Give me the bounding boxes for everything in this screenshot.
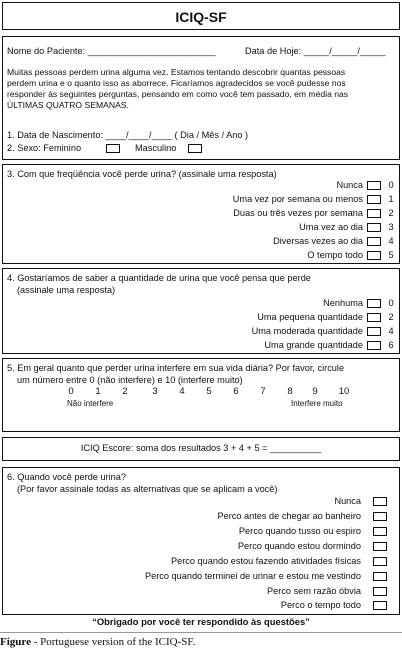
intro-text: Muitas pessoas perdem urina alguma vez. Estamos tentando descobrir quantas pessoas (7, 67, 346, 77)
q6-section (2, 467, 400, 615)
q3-option-label: Nunca (336, 180, 363, 190)
sex-male-label: Masculino (135, 143, 177, 153)
q4-option-checkbox[interactable] (367, 313, 381, 322)
q3-option-label: Duas ou três vezes por semana (233, 208, 363, 218)
score-formula[interactable]: ICIQ Escore: soma dos resultados 3 + 4 + 5 = __________ (80, 443, 322, 453)
q5-scale-number[interactable]: 6 (233, 386, 239, 397)
q5-question: um número entre 0 (não interfere) e 10 (interfere muito) (17, 375, 243, 385)
q4-option-score: 0 (388, 298, 394, 308)
q5-scale-number[interactable]: 4 (179, 386, 185, 397)
q5-scale-number[interactable]: 0 (68, 386, 74, 397)
form-title: ICIQ-SF (2, 2, 400, 30)
q3-option-score: 5 (388, 250, 394, 260)
q5-scale-number[interactable]: 2 (122, 386, 128, 397)
q4-question: (assinale uma resposta) (17, 285, 116, 295)
q3-question: 3. Com que freqüência você perde urina? (assinale uma resposta) (7, 169, 277, 179)
caption-divider (0, 632, 402, 633)
header-section (2, 36, 400, 160)
q4-option-checkbox[interactable] (367, 327, 381, 336)
q3-option-score: 2 (388, 208, 394, 218)
q6-option-checkbox[interactable] (373, 497, 387, 506)
caption-text: - Portuguese version of the ICIQ-SF. (30, 636, 196, 648)
q6-option-label: Perco quando tusso ou espiro (238, 526, 361, 536)
q6-option-checkbox[interactable] (373, 557, 387, 566)
q3-option-checkbox[interactable] (367, 237, 381, 246)
q6-question: 6. Quando você perde urina? (7, 472, 127, 482)
q6-option-label: Perco quando terminei de urinar e estou me vestindo (144, 571, 361, 581)
q3-option-checkbox[interactable] (367, 181, 381, 190)
q3-option-score: 0 (388, 180, 394, 190)
q5-scale-number[interactable]: 5 (206, 386, 212, 397)
q5-scale-number[interactable]: 8 (287, 386, 293, 397)
q6-option-checkbox[interactable] (373, 572, 387, 581)
q5-low-label: Não interfere (67, 399, 114, 408)
q3-option-checkbox[interactable] (367, 209, 381, 218)
q3-option-checkbox[interactable] (367, 223, 381, 232)
score-section (2, 437, 400, 461)
q6-option-label: Perco antes de chegar ao banheiro (217, 511, 361, 521)
q4-option-label: Uma moderada quantidade (251, 326, 363, 336)
q5-high-label: Interfere muito (291, 399, 343, 408)
q6-option-label: Perco quando estou fazendo atividades físicas (171, 556, 361, 566)
q3-option-checkbox[interactable] (367, 251, 381, 260)
q3-option-label: Uma vez por semana ou menos (232, 194, 363, 204)
todays-date-field[interactable]: Data de Hoje: _____/_____/_____ (245, 46, 386, 56)
q6-option-checkbox[interactable] (373, 601, 387, 610)
q3-option-checkbox[interactable] (367, 195, 381, 204)
q6-option-label: Perco o tempo todo (280, 600, 361, 610)
sex-female-checkbox[interactable] (106, 144, 120, 153)
q5-scale-number[interactable]: 9 (312, 386, 318, 397)
q6-option-checkbox[interactable] (373, 527, 387, 536)
q4-option-label: Nenhuma (323, 298, 363, 308)
thank-you-note: “Obrigado por você ter respondido às questões” (92, 616, 310, 627)
q5-scale-number[interactable]: 1 (95, 386, 101, 397)
intro-text: perdem urina e o quanto isso as aborrece. Ficaríamos agradecidos se você pudesse nos (7, 78, 346, 88)
q4-option-checkbox[interactable] (367, 299, 381, 308)
q3-option-score: 3 (388, 222, 394, 232)
q5-section (2, 358, 400, 432)
sex-male-checkbox[interactable] (188, 144, 202, 153)
q5-scale-number[interactable]: 7 (260, 386, 266, 397)
sex-label: 2. Sexo: Feminino (7, 143, 82, 153)
q3-option-label: Diversas vezes ao dia (273, 236, 363, 246)
q6-question: (Por favor assinale todas as alternativas que se aplicam a você) (17, 484, 278, 494)
q4-option-checkbox[interactable] (367, 341, 381, 350)
patient-name-field[interactable]: Nome do Paciente: _________________________ (7, 46, 216, 56)
q4-option-score: 2 (388, 312, 394, 322)
q4-option-score: 4 (388, 326, 394, 336)
q6-option-checkbox[interactable] (373, 542, 387, 551)
q3-option-label: O tempo todo (307, 250, 363, 260)
intro-text: ÚLTIMAS QUATRO SEMANAS. (7, 100, 129, 110)
q5-question: 5. Em geral quanto que perder urina interfere em sua vida diária? Por favor, circule (7, 363, 345, 373)
q6-option-checkbox[interactable] (373, 512, 387, 521)
q6-option-label: Nunca (334, 496, 361, 506)
q5-scale-number[interactable]: 10 (338, 386, 350, 397)
q4-question: 4. Gostaríamos de saber a quantidade de urina que você pensa que perde (7, 273, 311, 283)
q6-option-checkbox[interactable] (373, 587, 387, 596)
q4-option-score: 6 (388, 340, 394, 350)
q3-option-score: 1 (388, 194, 394, 204)
figure-caption (0, 636, 195, 648)
q4-option-label: Uma grande quantidade (264, 340, 363, 350)
q3-option-label: Uma vez ao dia (299, 222, 363, 232)
birth-date-field[interactable]: 1. Data de Nascimento: ____/____/____ ( Dia / Mês / Ano ) (7, 130, 249, 140)
q5-scale-number[interactable]: 3 (152, 386, 158, 397)
q3-section (2, 164, 400, 264)
q6-option-label: Perco quando estou dormindo (237, 541, 361, 551)
q4-section (2, 268, 400, 354)
q6-option-label: Perco sem razão óbvia (267, 586, 361, 596)
q3-option-score: 4 (388, 236, 394, 246)
intro-text: responder às seguintes perguntas, pensando em como você tem passado, em média nas (7, 89, 349, 99)
q4-option-label: Uma pequena quantidade (257, 312, 363, 322)
caption-label: Figure (0, 636, 31, 648)
